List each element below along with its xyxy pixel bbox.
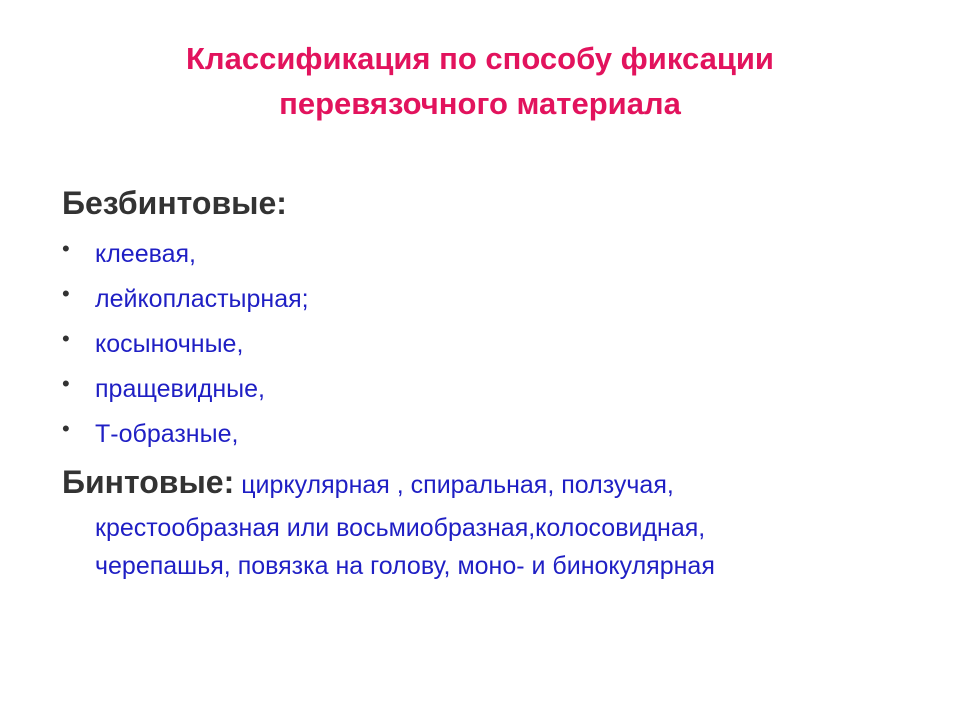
list-item: [62, 367, 309, 412]
list-item: [62, 412, 309, 457]
section-heading-non-bandage: Безбинтовые:: [62, 185, 287, 221]
list-item-label: лейкопластырная;: [95, 285, 309, 313]
list-item-label: клеевая,: [95, 240, 197, 268]
list-item-label: косыночные,: [95, 330, 244, 358]
bandage-text-line3: черепашья, повязка на голову, моно- и бинокулярная: [95, 552, 715, 580]
list-item: [62, 232, 309, 277]
bullet-icon: •: [62, 326, 70, 351]
bullet-icon: •: [62, 236, 70, 261]
list-item-label: Т-образные,: [95, 420, 239, 448]
bullet-icon: •: [62, 371, 70, 396]
list-item: [62, 322, 309, 367]
bandage-first-line: [62, 462, 922, 509]
list-item: [62, 277, 309, 322]
list-item-label: пращевидные,: [95, 375, 265, 403]
bandage-text-line2: крестообразная или восьмиобразная,колосовидная,: [95, 514, 706, 542]
non-bandage-list: [62, 232, 309, 457]
bandage-text-line1: циркулярная , спиральная, ползучая,: [234, 471, 674, 499]
slide-title: [0, 36, 960, 126]
section-heading-bandage: Бинтовые:: [62, 464, 235, 500]
slide-title-line1: Классификация по способу фиксации: [185, 41, 774, 76]
bandage-section: [62, 462, 922, 585]
bullet-icon: •: [62, 416, 70, 441]
bullet-icon: •: [62, 281, 70, 306]
slide-title-line2: перевязочного материала: [279, 86, 681, 121]
